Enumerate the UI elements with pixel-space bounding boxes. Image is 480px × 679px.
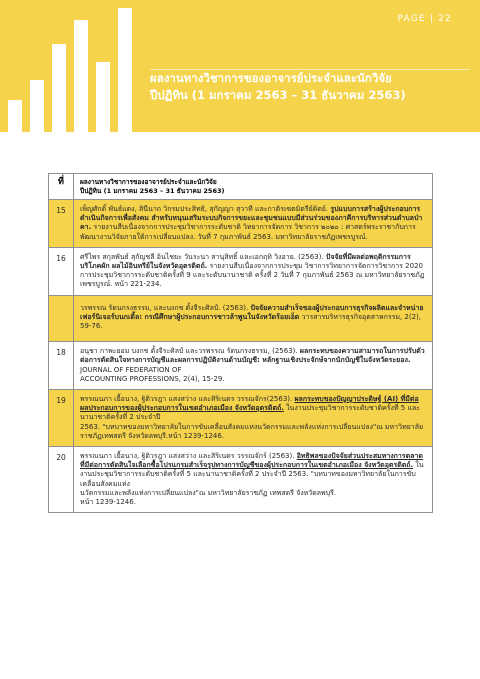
table-row	[49, 390, 433, 447]
row-number: 16	[49, 247, 74, 295]
row-number: 15	[49, 200, 74, 248]
header-title	[74, 174, 433, 200]
publications-table	[48, 173, 433, 513]
publication-title: รูปแบบการสร้างผู้ประกอบการดำเนินกิจการเพื่อสังคม สำหรับหนุนเสริมระบบกิจการขยะและชุมชนแบบมีส่วนร่วมของภาคีการบริหารส่วนตำบลป่าคา.	[80, 205, 423, 232]
title-line-2: ปีปฏิทิน (1 มกราคม 2563 – 31 ธันวาคม 2563)	[150, 88, 406, 102]
row-content	[74, 247, 433, 295]
publication-details: ในงานประชุมวิชาการระดับชาติครั้งที่ 5 และนานาชาติครั้งที่ 2 ประจำปี	[80, 404, 421, 422]
journal-name: JOURNAL OF FEDERATION OF	[80, 365, 182, 374]
title-line-1: ผลงานทางวิชาการของอาจารย์ประจำและนักวิจัย	[150, 71, 392, 85]
decorative-bar	[8, 100, 22, 132]
publication-details-continued: นวัตกรรมและพลังแห่งการเปลี่ยนแปลง"ณ มหาวิทยาลัยราชภัฏ เทพสตรี จังหวัดลพบุรี.	[80, 488, 337, 497]
decorative-bar	[118, 8, 132, 132]
authors: เพ็ญศักดิ์ พันธ์แตง, สินีนาถ วิกรมประสิทธิ, สุกัญญา สุวาที และกาติรเซตมิตรีย์ดิตย์.	[80, 205, 329, 213]
row-content	[74, 390, 433, 447]
decorative-bar	[96, 62, 110, 132]
authors: ศรีไพร สกุลพันธ์ สุกัญชลี อินไชยะ วันระนา สานุสิทธิ์ และเอกฤทิ วิงอาย. (2563).	[80, 252, 324, 261]
publication-title: ปัจจัยที่มีผลต่อพฤติกรรมการบริโภคผัก ผลไม้อินทรีย์ในจังหวัดอุตรดิตถ์.	[80, 252, 411, 271]
row-number: 18	[49, 342, 74, 390]
publication-details: รายงานสืบเนื่องจากการประชุม วิชาการวิทยาการจัดการวิชาการ 2020 การประชุมวิชาการระดับชาติครั้งที่ 9 และระดับนานาชาติ ครั้งที่ 2 วันที่ 7 กุมภาพันธ์ 2563 ณ มหาวิทยาลัยราชภัฏเพชรบูรณ์. หน้า 221-234.	[80, 262, 425, 289]
publication-details: รายงานสืบเนื่องจากการประชุมวิชาการระดับชาติ วิทยาการจัดการ วิชาการ ๒๐๒๐ : ศาสตร์พระราชากับการพัฒนางานวิจัยภายใต้การเปลี่ยนแปลง. วันที่ 7 กุมภาพันธ์ 2563. มหาวิทยาลัยราชภัฏเพชรบูรณ์.	[80, 223, 416, 241]
page-number: PAGE | 22	[397, 14, 452, 24]
publication-details-continued: 2563. "บทบาทของมหาวิทยาลัยในการขับเคลื่อนสังคมแห่งนวัตกรรมและพลังแห่งการเปลี่ยนแปลง"ณ มหาวิทยาลัยราชภัฏเทพสตรี จังหวัดลพบุรี.หน้า 1239-1246.	[80, 422, 424, 440]
publication-title: อิทธิพลของปัจจัยส่วนประสมทางการตลาดที่มีต่อการตัดสินใจเลือกซื้อโปรแกรมสำเร็จรูปทางการบัญชีของผู้ประกอบการในเขตอำเภอเมือง จังหวัดอุตรดิตถ์.	[80, 452, 423, 470]
row-content	[74, 295, 433, 342]
authors: พรรณนภา เยื้อนาง, ฐิติวรฎา แสงสว่าง และสิริเนตร วรรณจักร์ (2563).	[80, 452, 295, 461]
authors: อนุชา กาพะยอม บงกช ตั้งจีระศิลป์ และวรพรรณ รัตนกรงธรรม, (2563).	[80, 347, 298, 356]
header-no: ที่	[49, 174, 74, 200]
authors: วรพรรณ รัตนกรงธรรม, และบงกช ตั้งจีระศิลป์. (2563).	[80, 303, 249, 312]
publication-title: ผลกระทบของปัญญาประดิษฐ์ (AI) ที่มีต่อผลประกอบการของผู้ประกอบการในเขตอำเภอเมือง จังหวัดอุตรดิตถ์.	[80, 395, 419, 413]
table-row	[49, 295, 433, 342]
header-title-line-1: ผลงานทางวิชาการของอาจารย์ประจำและนักวิจัย	[80, 178, 217, 186]
page-title	[150, 70, 470, 104]
decorative-bar	[74, 20, 88, 132]
publication-title: ผลกระทบของความสามารถในการปรับตัวต่อการตัดสินใจทางการบัญชีและผลการปฏิบัติงานด้านบัญชี: หลักฐานเชิงประจักษ์จากนักบัญชีในจังหวัดระยอง.	[80, 347, 425, 365]
decorative-bar	[30, 80, 44, 132]
authors: พรรณนภา เยื้อนาง, ฐิติวรฎา แสงสว่าง และสิริเนตร วรรณจักร(2563).	[80, 395, 293, 404]
publication-details: ในงานประชุมวิชาการระดับชาติครั้งที่ 5 และนานาชาติครั้งที่ 2 ประจำปี 2563. "บทบาทของมหาวิทยาลัยในการขับเคลื่อนสังคมแห่ง	[80, 461, 424, 488]
row-content	[74, 342, 433, 390]
publication-details: วารสารบริหารธุรกิจอุตสาหกรรม, 2(2), 59-76.	[80, 312, 422, 331]
table-row	[49, 447, 433, 513]
decorative-bar	[52, 44, 66, 132]
bar-chart-decoration	[8, 0, 138, 132]
header-title-line-2: ปีปฏิทิน (1 มกราคม 2563 – 31 ธันวาคม 2563)	[80, 186, 225, 195]
row-content	[74, 200, 433, 248]
journal-volume: ACCOUNTING PROFESSIONS, 2(4), 15-29.	[80, 374, 225, 383]
row-number: 19	[49, 390, 74, 447]
table-header-row	[49, 174, 433, 200]
table-row	[49, 247, 433, 295]
row-content	[74, 447, 433, 513]
publication-title: ปัจจัยความสำเร็จของผู้ประกอบการธุรกิจผลิตและจำหน่ายเฟอร์นิเจอร์บนกเดิ้ล: กรณีศึกษาผู้ประกอบการชาวล้าพูนในจังหวัดร้อยเอ็ด	[80, 303, 424, 321]
table-row	[49, 342, 433, 390]
table-row	[49, 200, 433, 248]
publication-pages: หน้า 1239-1246.	[80, 498, 136, 507]
row-number: 20	[49, 447, 74, 513]
row-number	[49, 295, 74, 342]
page-header-banner	[0, 0, 480, 132]
